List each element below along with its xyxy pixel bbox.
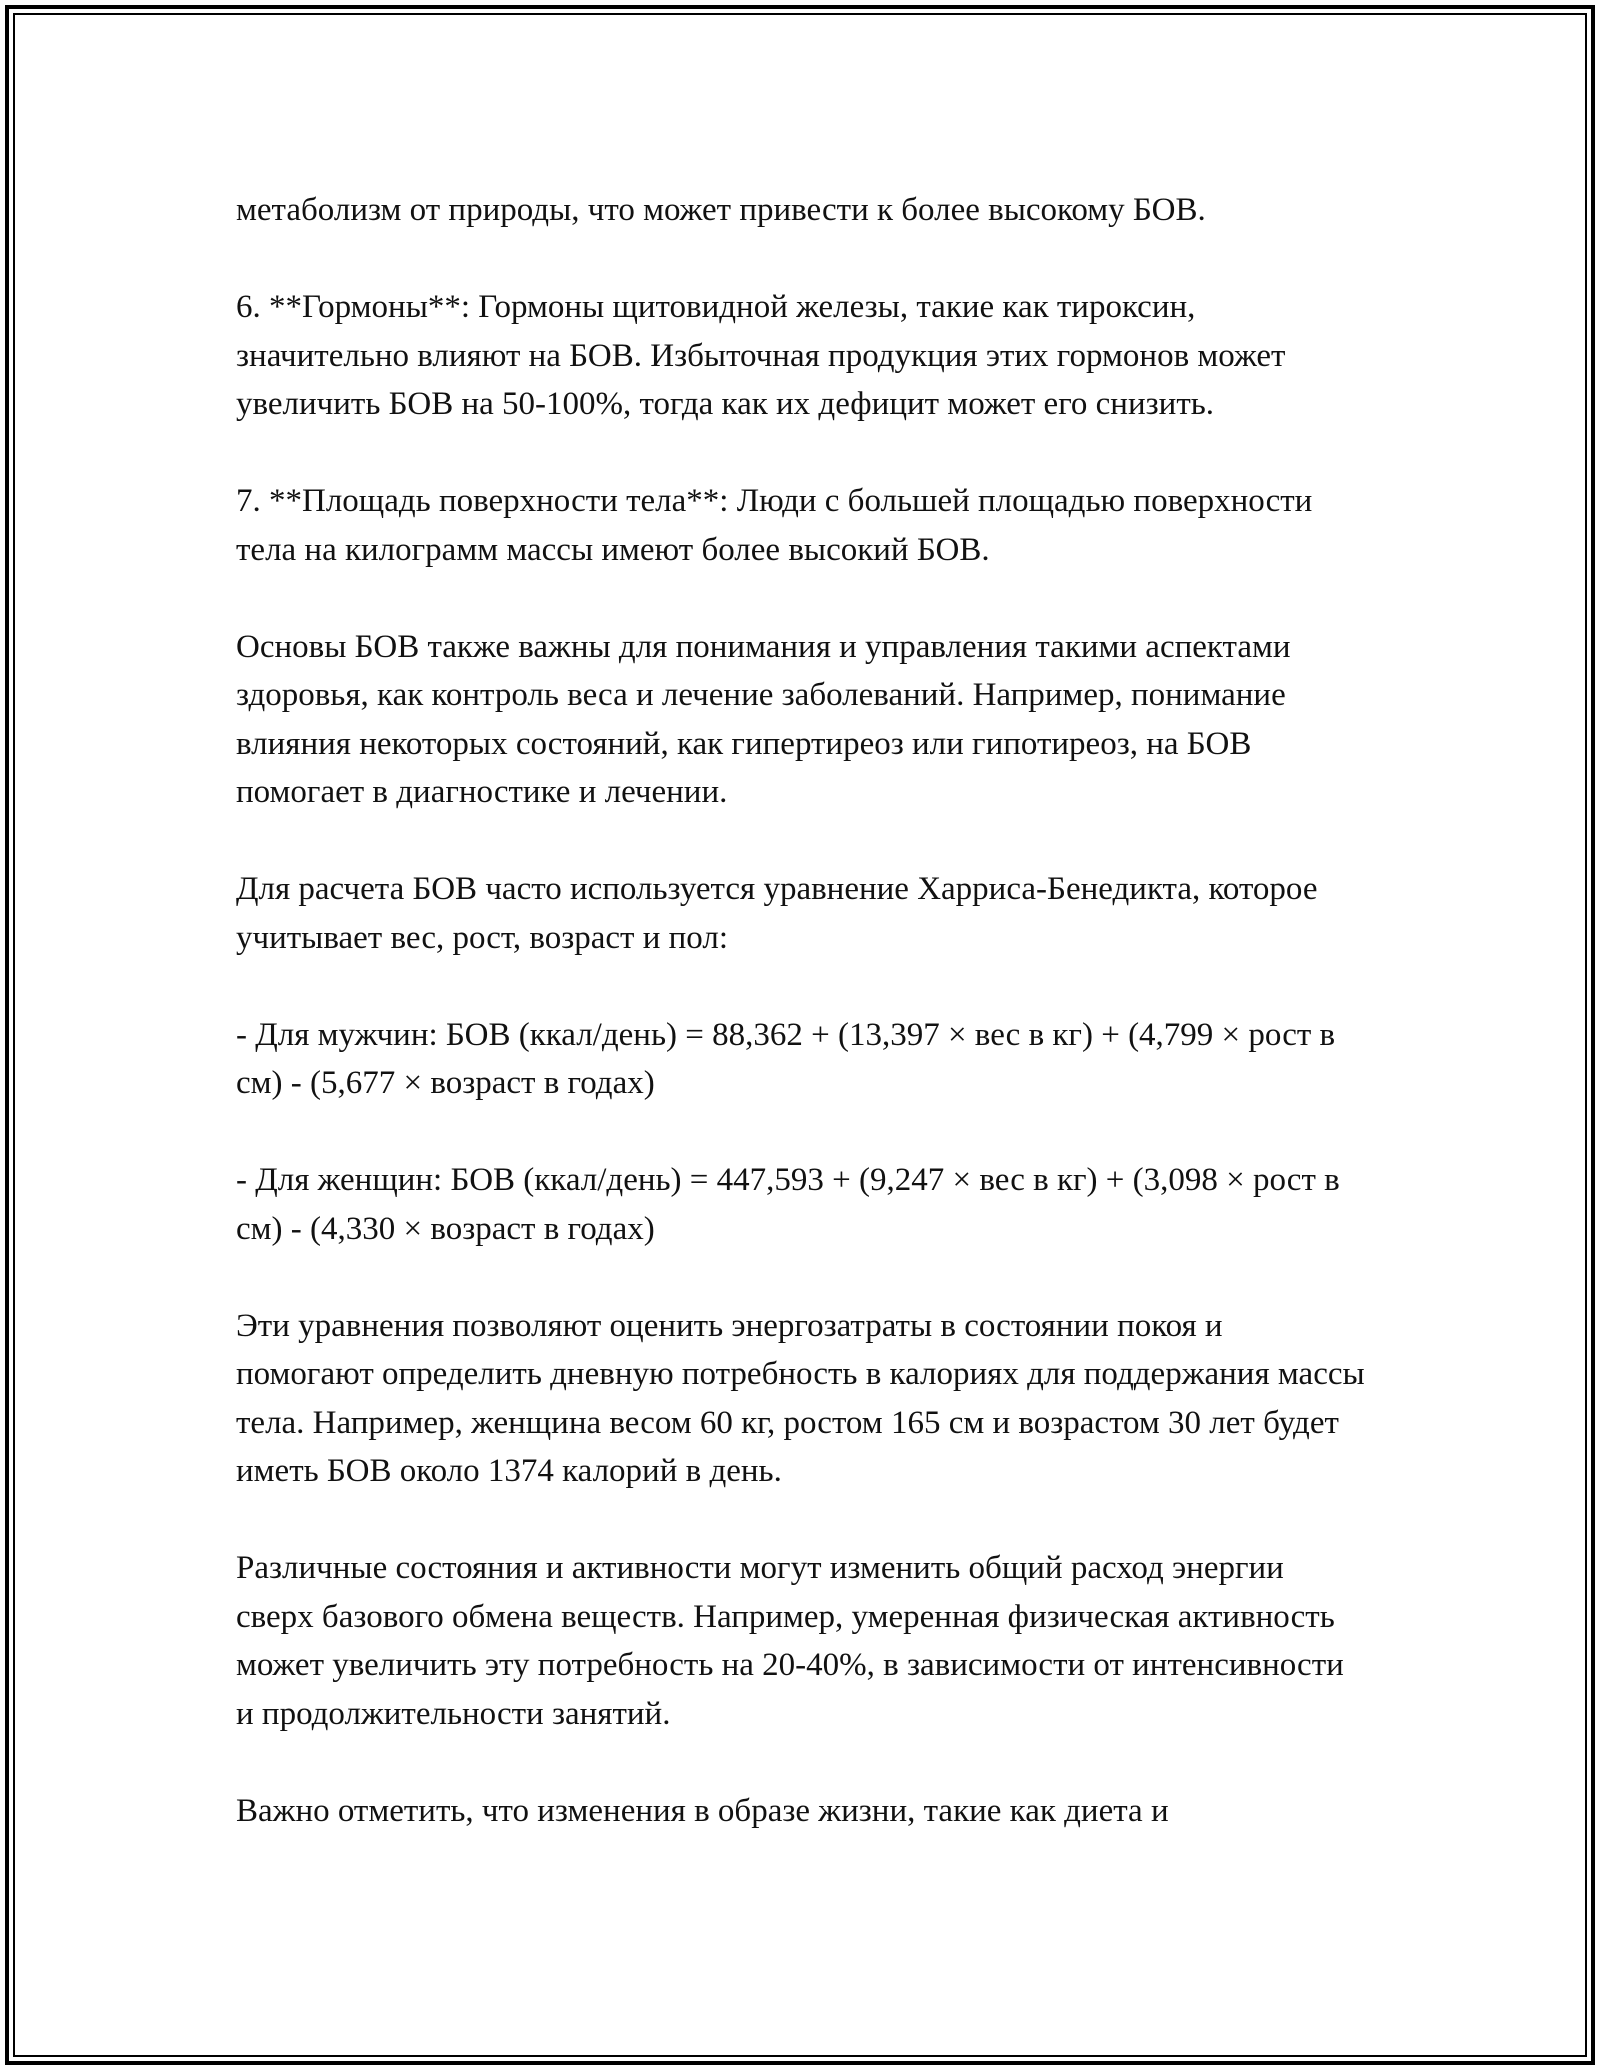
paragraph-activity-expenditure: Различные состояния и активности могут изменить общий расход энергии сверх базового обмена веществ. Например, умеренная физическая активность может увеличить эту потребность на 20-40%, в зависимости от интенсивности и продолжительности занятий. [236,1550,1344,1732]
paragraph-equations-usage: Эти уравнения позволяют оценить энергозатраты в состоянии покоя и помогают определить дневную потребность в калориях для поддержания массы тела. Например, женщина весом 60 кг, ростом 165 см и возрастом 30 лет будет иметь БОВ около 1374 калорий в день. [236,1307,1365,1489]
paragraph-lifestyle-changes: Важно отметить, что изменения в образе жизни, такие как диета и [236,1792,1169,1829]
paragraph-body-surface-area: 7. **Площадь поверхности тела**: Люди с большей площадью поверхности тела на килограмм массы имеют более высокий БОВ. [236,483,1313,568]
paragraph-harris-benedict-intro: Для расчета БОВ часто используется уравнение Харриса-Бенедикта, которое учитывает вес, рост, возраст и пол: [236,871,1318,956]
paragraph-hormones: 6. **Гормоны**: Гормоны щитовидной железы, такие как тироксин, значительно влияют на БОВ. Избыточная продукция этих гормонов может увеличить БОВ на 50-100%, тогда как их дефицит может его снизить. [236,289,1286,422]
paragraph-bmr-health-basics: Основы БОВ также важны для понимания и управления такими аспектами здоровья, как контроль веса и лечение заболеваний. Например, понимание влияния некоторых состояний, как гипертиреоз или гипотиреоз, на БОВ помогает в диагностике и лечении. [236,628,1291,810]
formula-women: - Для женщин: БОВ (ккал/день) = 447,593 + (9,247 × вес в кг) + (3,098 × рост в см) - (4,330 × возраст в годах) [236,1162,1340,1247]
document-body [236,186,1366,1835]
paragraph-metabolism-continuation: метаболизм от природы, что может привести к более высокому БОВ. [236,192,1206,228]
formula-men: - Для мужчин: БОВ (ккал/день) = 88,362 + (13,397 × вес в кг) + (4,799 × рост в см) - (5,677 × возраст в годах) [236,1016,1336,1101]
